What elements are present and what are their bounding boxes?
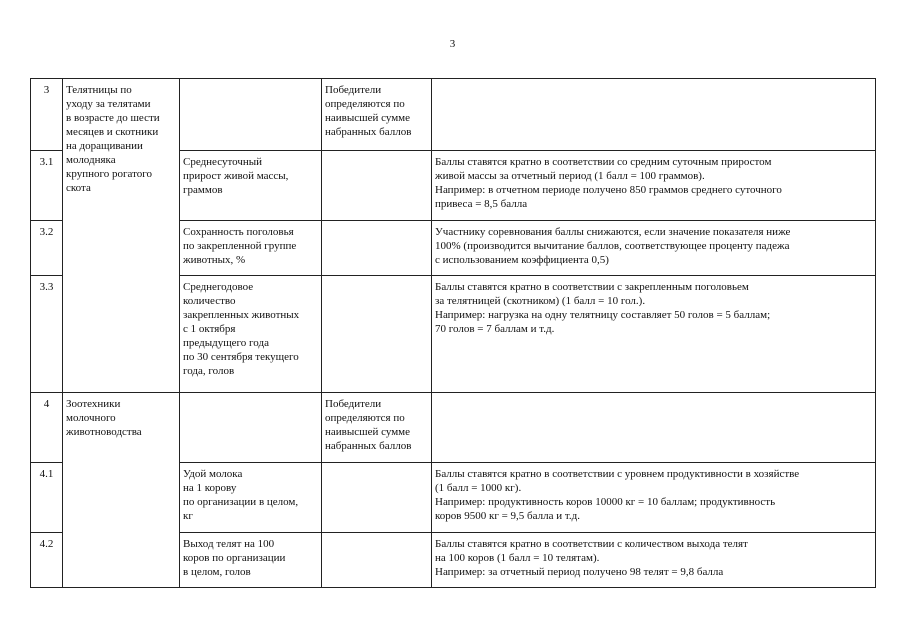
table-row <box>31 393 876 463</box>
indicator-cell <box>180 79 322 151</box>
winners-cell <box>322 463 432 533</box>
row-number: 4.1 <box>31 463 63 533</box>
indicator-cell: Среднегодовое количество закрепленных животных с 1 октября предыдущего года по 30 сентября текущего года, голов <box>180 276 322 393</box>
row-number: 4 <box>31 393 63 463</box>
scoring-cell <box>432 79 876 151</box>
row-number: 4.2 <box>31 533 63 588</box>
indicator-cell: Среднесуточный прирост живой массы, граммов <box>180 151 322 221</box>
winners-cell <box>322 151 432 221</box>
page-number: 3 <box>449 38 456 50</box>
winners-cell: Победители определяются по наивысшей сумме набранных баллов <box>322 79 432 151</box>
row-number: 3.3 <box>31 276 63 393</box>
scoring-cell: Участнику соревнования баллы снижаются, если значение показателя ниже 100% (производится вычитание баллов, соответствующее проценту падежа с использованием коэффициента 0,5) <box>432 221 876 276</box>
scoring-cell: Баллы ставятся кратно в соответствии с закрепленным поголовьем за телятницей (скотником) (1 балл = 10 гол.). Например: нагрузка на одну телятницу составляет 50 голов = 5 баллам; 70 голов = 7 баллам и т.д. <box>432 276 876 393</box>
winners-cell <box>322 221 432 276</box>
scoring-cell: Баллы ставятся кратно в соответствии с уровнем продуктивности в хозяйстве (1 балл = 1000 кг). Например: продуктивность коров 10000 кг = 10 баллам; продуктивность коров 9500 кг = 9,5 балла и т.д. <box>432 463 876 533</box>
scoring-cell: Баллы ставятся кратно в соответствии с количеством выхода телят на 100 коров (1 балл = 10 телятам). Например: за отчетный период получено 98 телят = 9,8 балла <box>432 533 876 588</box>
indicator-cell <box>180 393 322 463</box>
winners-cell: Победители определяются по наивысшей сумме набранных баллов <box>322 393 432 463</box>
table-row <box>31 79 876 151</box>
scoring-cell <box>432 393 876 463</box>
row-number: 3 <box>31 79 63 151</box>
row-number: 3.1 <box>31 151 63 221</box>
indicator-cell: Выход телят на 100 коров по организации в целом, голов <box>180 533 322 588</box>
category-cell: Телятницы по уходу за телятами в возрасте до шести месяцев и скотники на доращивании молодняка крупного рогатого скота <box>63 79 180 393</box>
indicator-cell: Сохранность поголовья по закрепленной группе животных, % <box>180 221 322 276</box>
category-cell: Зоотехники молочного животноводства <box>63 393 180 588</box>
row-number: 3.2 <box>31 221 63 276</box>
indicator-cell: Удой молока на 1 корову по организации в целом, кг <box>180 463 322 533</box>
scoring-cell: Баллы ставятся кратно в соответствии со средним суточным приростом живой массы за отчетный период (1 балл = 100 граммов). Например: в отчетном периоде получено 850 граммов среднего суточного привеса = 8,5 балла <box>432 151 876 221</box>
winners-cell <box>322 533 432 588</box>
winners-cell <box>322 276 432 393</box>
criteria-table <box>30 78 876 588</box>
